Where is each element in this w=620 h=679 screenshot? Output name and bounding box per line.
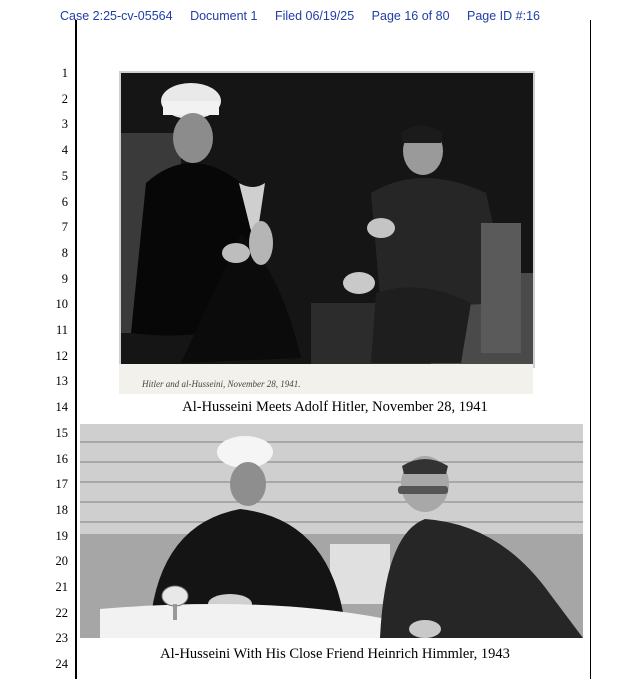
document-header (60, 9, 540, 23)
line-number: 3 (61, 117, 68, 132)
line-number: 5 (61, 168, 68, 183)
line-number: 1 (61, 66, 68, 80)
line-number: 15 (55, 425, 68, 440)
line-number: 22 (55, 605, 68, 620)
line-number: 14 (55, 400, 68, 415)
page-id: Page ID #:16 (467, 9, 540, 23)
photo-husseini-himmler (80, 424, 583, 638)
line-number: 13 (55, 374, 68, 389)
line-number: 6 (61, 194, 68, 209)
figure-caption-1: Al-Husseini Meets Adolf Hitler, November 28, 1941 (182, 399, 488, 415)
line-number: 16 (55, 451, 68, 466)
line-number: 21 (55, 580, 68, 594)
line-number: 10 (55, 297, 68, 312)
line-number: 7 (61, 220, 68, 235)
line-number: 9 (61, 271, 68, 286)
line-number: 19 (55, 528, 68, 543)
line-number: 18 (55, 502, 68, 517)
line-number: 11 (55, 323, 68, 337)
page-number: Page 16 of 80 (371, 9, 450, 23)
right-margin-rule (590, 20, 591, 679)
figure-caption-2: Al-Husseini With His Close Friend Heinrich Himmler, 1943 (160, 646, 510, 662)
line-number: 17 (55, 477, 68, 492)
line-number: 12 (55, 348, 68, 363)
photo-husseini-hitler-illustration (121, 73, 533, 366)
photo-husseini-hitler (119, 71, 535, 368)
photo-inner-caption: Hitler and al-Husseini, November 28, 1941. (142, 379, 301, 389)
document-number: Document 1 (190, 9, 258, 23)
line-number: 8 (61, 245, 68, 260)
line-number: 20 (55, 554, 68, 569)
line-number: 24 (55, 657, 68, 672)
photo-husseini-himmler-illustration (80, 424, 583, 638)
case-number: Case 2:25-cv-05564 (60, 9, 173, 23)
line-number: 2 (61, 91, 68, 106)
line-number: 4 (61, 143, 68, 158)
line-number: 23 (55, 631, 68, 646)
left-margin-rule (75, 20, 77, 679)
filed-date: Filed 06/19/25 (274, 9, 355, 23)
